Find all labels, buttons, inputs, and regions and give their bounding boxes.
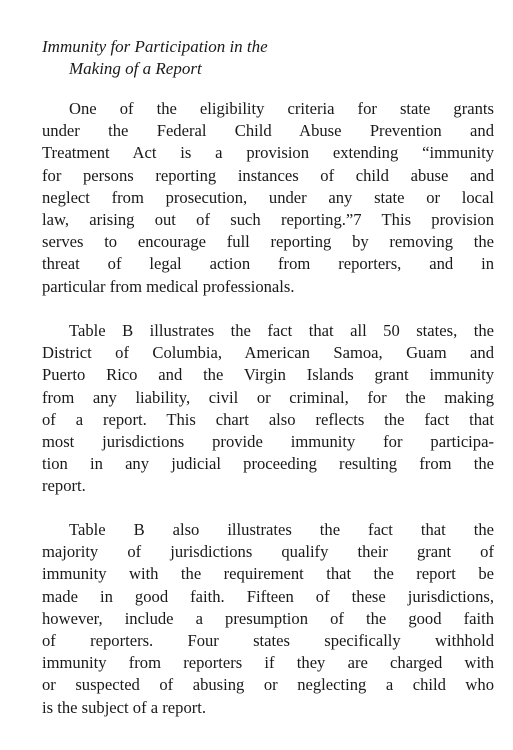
text-line: One of the eligibility criteria for state grants: [69, 99, 494, 118]
text-line: is the subject of a report.: [42, 697, 207, 717]
section-heading: [42, 36, 482, 80]
text-line: Treatment Act is a provision extending “immunity: [42, 143, 494, 163]
text-line: report.: [42, 476, 86, 496]
heading-line: Immunity for Participation in the: [42, 37, 268, 56]
text-line: however, include a presumption of the good faith: [42, 608, 494, 628]
text-line: neglect from prosecution, under any state or local: [42, 187, 494, 207]
text-line: majority of jurisdictions qualify their grant of: [42, 542, 494, 562]
text-line: immunity with the requirement that the report be: [42, 564, 494, 584]
text-line: tion in any judicial proceeding resulting from the: [42, 454, 494, 474]
paragraph-table-b-immunity: [42, 320, 494, 498]
paragraph-good-faith: [42, 519, 494, 719]
paragraph-immunity-criteria: [42, 98, 494, 298]
text-line: most jurisdictions provide immunity for participa-: [42, 432, 494, 452]
text-line: under the Federal Child Abuse Prevention and: [42, 121, 494, 141]
text-line: particular from medical professionals.: [42, 276, 295, 296]
text-line: of a report. This chart also reflects the fact that: [42, 409, 494, 429]
text-line: of reporters. Four states specifically withhold: [42, 631, 494, 651]
text-line: for persons reporting instances of child abuse and: [42, 165, 494, 185]
text-line: made in good faith. Fifteen of these jurisdictions,: [42, 586, 494, 606]
text-line: serves to encourage full reporting by removing the: [42, 232, 494, 252]
text-line: Table B illustrates the fact that all 50 states, the: [69, 321, 494, 340]
text-line: from any liability, civil or criminal, for the making: [42, 387, 494, 407]
text-line: District of Columbia, American Samoa, Guam and: [42, 343, 494, 363]
heading-line: Making of a Report: [69, 59, 202, 78]
text-line: or suspected of abusing or neglecting a child who: [42, 675, 494, 695]
text-line: threat of legal action from reporters, and in: [42, 254, 494, 274]
text-line: Puerto Rico and the Virgin Islands grant immunity: [42, 365, 494, 385]
text-line: law, arising out of such reporting.”7 This provision: [42, 210, 494, 230]
text-line: Table B also illustrates the fact that the: [69, 520, 494, 539]
text-line: immunity from reporters if they are charged with: [42, 653, 494, 673]
